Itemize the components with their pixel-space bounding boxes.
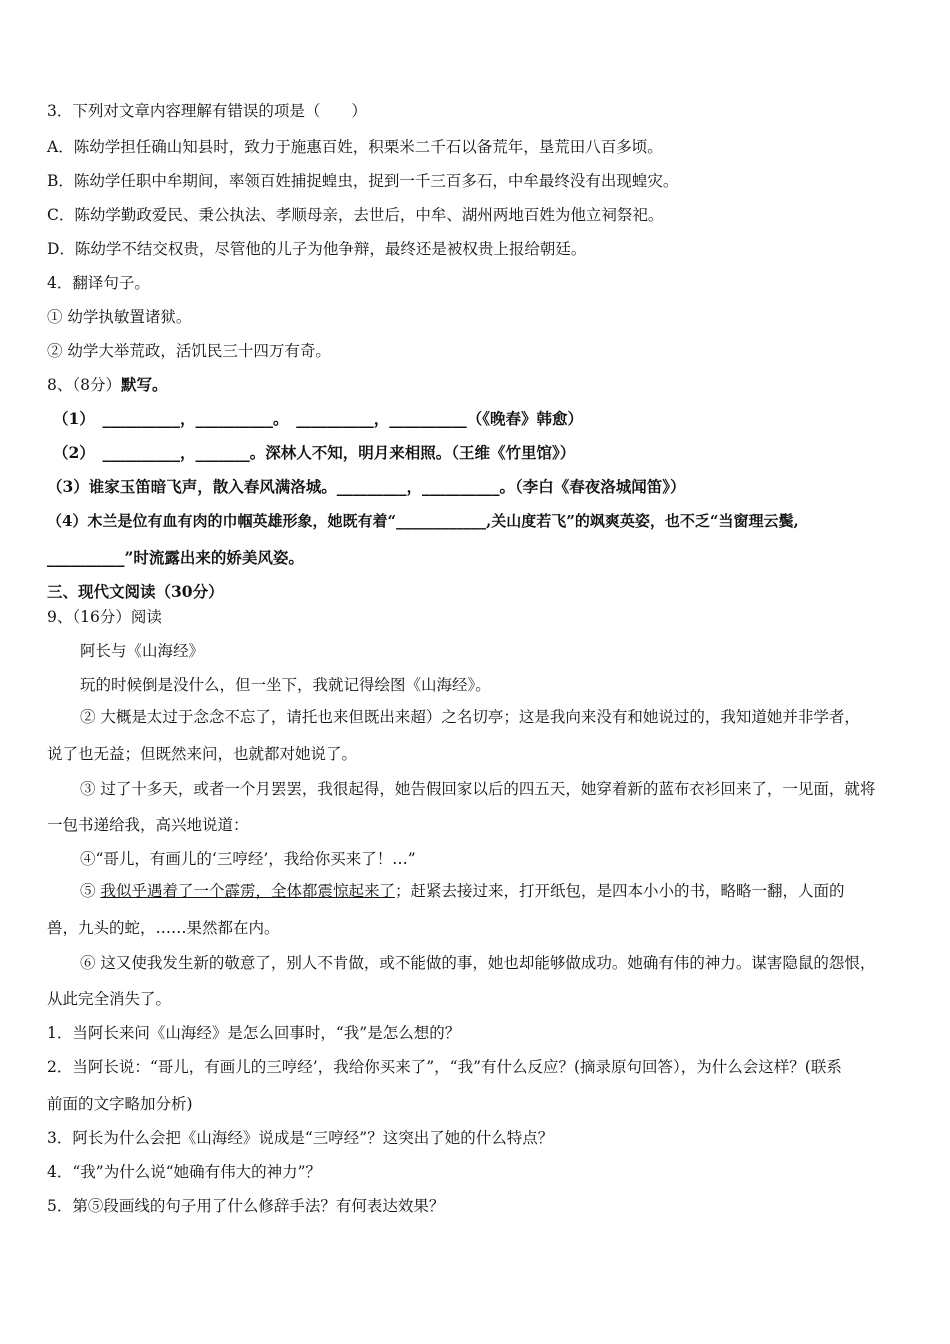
q3-option-d: D．陈幼学不结交权贵，尽管他的儿子为他争辩，最终还是被权贵上报给朝廷。 [47,240,587,258]
passage-p3a: ③ 过了十多天，或者一个月罢罢，我很起得，她告假回家以后的四五天，她穿着新的蓝布衣衫回来了，一见面，就将 [80,780,876,798]
q8-header [47,374,910,396]
passage-p3b: 一包书递给我，高兴地说道： [47,816,249,834]
q3-stem: 3．下列对文章内容理解有错误的项是（ ） [47,102,367,120]
passage-title: 阿长与《山海经》 [80,642,205,660]
q9-question-3: 3．阿长为什么会把《山海经》说成是“三哼经”？这突出了她的什么特点？ [47,1129,554,1147]
q3-option-b: B．陈幼学任职中牟期间，率领百姓捕捉蝗虫，捉到一千三百多石，中牟最终没有出现蝗灾。 [47,172,679,190]
passage-p2b: 说了也无益；但既然来问，也就都对她说了。 [47,745,358,763]
q3-option-c: C．陈幼学勤政爱民、秉公执法、孝顺母亲，去世后，中牟、湖州两地百姓为他立祠祭祀。 [47,206,664,224]
passage-p5a [80,880,910,902]
passage-p2a: ② 大概是太过于念念不忘了，请托也来但既出来超）之名切亭；这是我向来没有和她说过的，我知道她并非学者， [80,708,860,726]
q9-question-5: 5．第⑤段画线的句子用了什么修辞手法？有何表达效果？ [47,1197,445,1215]
passage-p4: ④“哥儿，有画儿的‘三哼经’，我给你买来了！…” [80,850,416,868]
q8-head: 8、（8分） [47,376,121,394]
passage-p5b: 兽，九头的蛇，……果然都在内。 [47,919,280,937]
q8-line-4: （4）木兰是位有血有肉的巾帼英雄形象，她既有着“____________,关山度若飞”的飒爽英姿，也不乏“当窗理云鬓, [47,512,799,530]
q9-question-4: 4．“我”为什么说“她确有伟大的神力”？ [47,1163,322,1181]
q9-head: 9、（16分）阅读 [47,608,162,626]
p5-rest: ；赶紧去接过来，打开纸包，是四本小小的书，略略一翻，人面的 [394,882,845,900]
q9-question-2-cont: 前面的文字略加分析) [47,1095,193,1113]
q8-line-1: （1） __________，__________。 __________，__________（《晚春》韩愈） [53,409,584,428]
passage-p6a: ⑥ 这又使我发生新的敬意了，别人不肯做，或不能做的事，她也却能够做成功。她确有伟的神力。谋害隐鼠的怨恨， [80,954,876,972]
p5-prefix: ⑤ [80,882,101,900]
q8-line-3: （3）谁家玉笛暗飞声，散入春风满洛城。_________，__________。（李白《春夜洛城闻笛》） [47,477,686,496]
q4-item-2: ② 幼学大举荒政，活饥民三十四万有奇。 [47,342,331,360]
q8-line-5: __________”时流露出来的娇美风姿。 [47,548,304,567]
q9-question-2: 2．当阿长说：“哥儿，有画儿的三哼经’，我给你买来了”，“我”有什么反应？(摘录原句回答），为什么会这样？(联系 [47,1058,842,1076]
q4-stem: 4．翻译句子。 [47,274,150,292]
q4-item-1: ① 幼学执敏置诸狱。 [47,308,192,326]
q8-line-2: （2） __________，_______。深林人不知，明月来相照。（王维《竹里馆》） [53,443,576,462]
p5-underlined-sentence: 我似乎遇着了一个霹雳，全体都震惊起来了 [100,882,395,900]
q3-option-a: A．陈幼学担任确山知县时，致力于施惠百姓，积栗米二千石以备荒年，垦荒田八百多顷。 [47,138,663,156]
q8-title: 默写。 [120,375,168,394]
section3-title: 三、现代文阅读（30分） [47,582,224,601]
q9-question-1: 1．当阿长来问《山海经》是怎么回事时，“我”是怎么想的？ [47,1024,461,1042]
passage-p1: 玩的时候倒是没什么，但一坐下，我就记得绘图《山海经》。 [80,676,491,694]
passage-p6b: 从此完全消失了。 [47,990,172,1008]
